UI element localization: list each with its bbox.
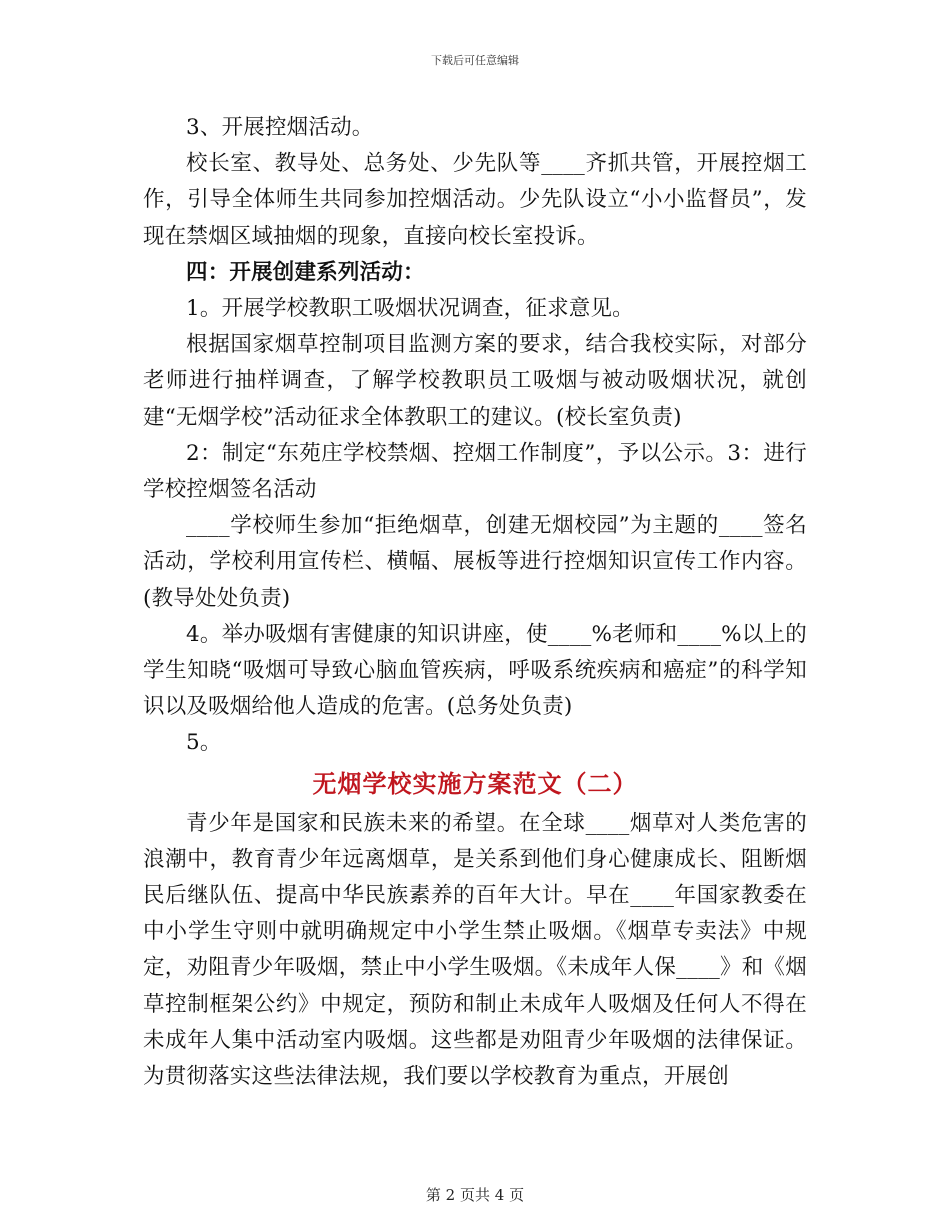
page-footer: 第 2 页共 4 页 bbox=[425, 1186, 525, 1204]
section-heading-four: 四：开展创建系列活动： bbox=[186, 259, 425, 285]
paragraph-item-1: 1。开展学校教职工吸烟状况调查，征求意见。 bbox=[186, 296, 634, 322]
page-header: 下载后可任意编辑 bbox=[431, 54, 519, 67]
paragraph-management: 校长室、教导处、总务处、少先队等____齐抓共管，开展控烟工作，引导全体师生共同参加控烟活动。少先队设立“小小监督员”，发现在禁烟区域抽烟的现象，直接向校长室投诉。 bbox=[143, 151, 807, 249]
paragraph-activity-3: 3、开展控烟活动。 bbox=[186, 115, 374, 140]
paragraph-item-5: 5。 bbox=[186, 730, 222, 756]
section-title: 无烟学校实施方案范文（二） bbox=[312, 768, 638, 798]
document-body bbox=[143, 110, 807, 1095]
paragraph-intro: 青少年是国家和民族未来的希望。在全球____烟草对人类危害的浪潮中，教育青少年远离烟草，是关系到他们身心健康成长、阻断烟民后继队伍、提高中华民族素养的百年大计。早在____年国家教委在中小学生守则中就明确规定中小学生禁止吸烟。《烟草专卖法》中规定，劝阻青少年吸烟，禁止中小学生吸烟。《未成年人保____》和《烟草控制框架公约》中规定，预防和制止未成年人吸烟及任何人不得在未成年人集中活动室内吸烟。这些都是劝阻青少年吸烟的法律保证。为贯彻落实这些法律法规，我们要以学校教育为重点，开展创 bbox=[143, 810, 807, 1090]
paragraph-signature: ____学校师生参加“拒绝烟草，创建无烟校园”为主题的____签名活动，学校利用宣传栏、横幅、展板等进行控烟知识宣传工作内容。(教导处处负责) bbox=[143, 513, 807, 611]
paragraph-item-4: 4。举办吸烟有害健康的知识讲座，使____%老师和____%以上的学生知晓“吸烟可导致心脑血管疾病，呼吸系统疾病和癌症”的科学知识以及吸烟给他人造成的危害。(总务处负责) bbox=[143, 621, 807, 720]
paragraph-item-2-3: 2：制定“东苑庄学校禁烟、控烟工作制度”，予以公示。3：进行学校控烟签名活动 bbox=[143, 440, 807, 503]
paragraph-survey: 根据国家烟草控制项目监测方案的要求，结合我校实际，对部分老师进行抽样调查，了解学校教职员工吸烟与被动吸烟状况，就创建“无烟学校”活动征求全体教职工的建议。(校长室负责) bbox=[143, 332, 807, 430]
